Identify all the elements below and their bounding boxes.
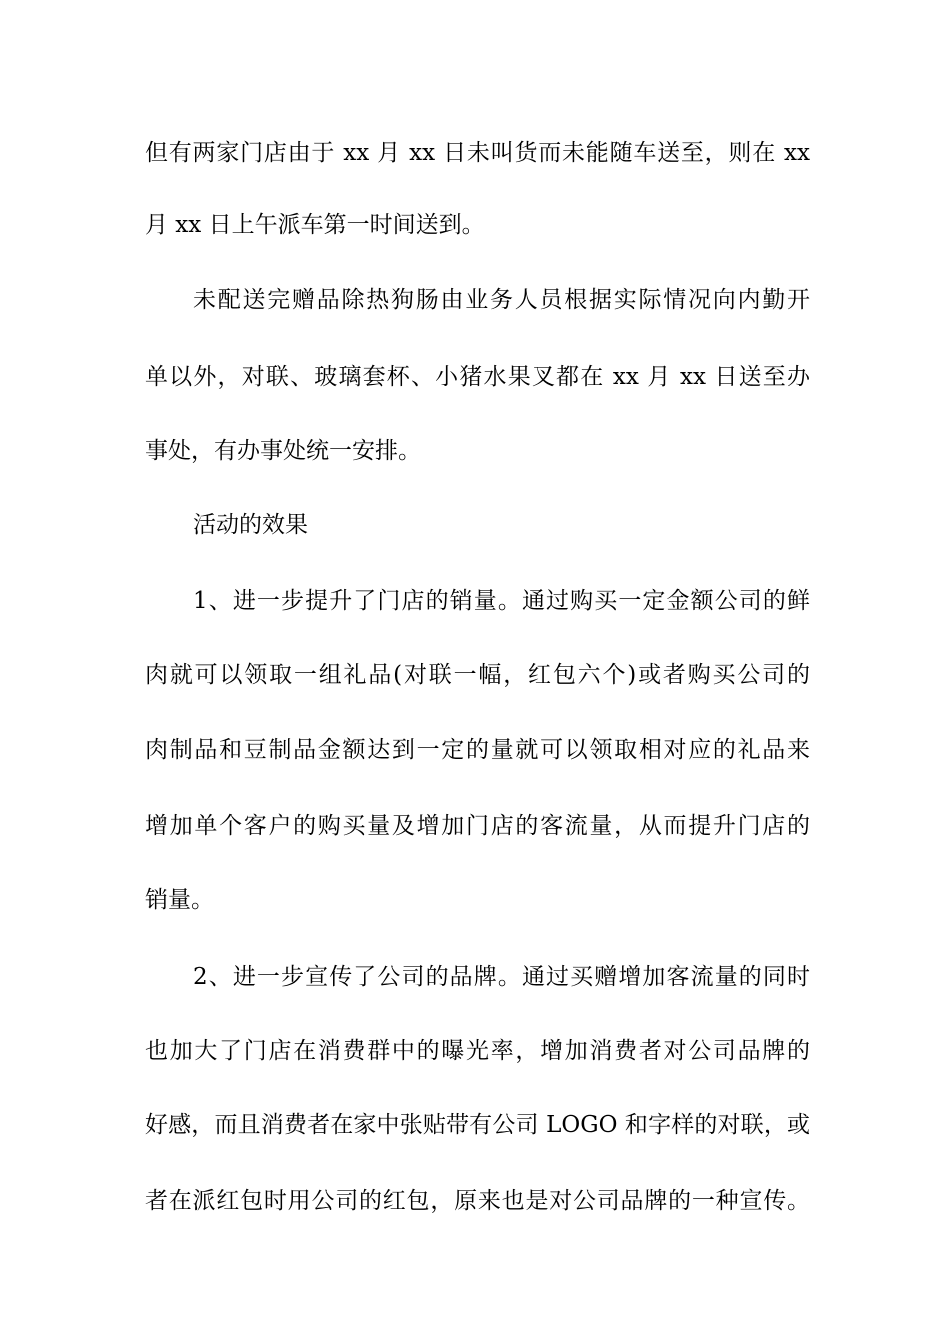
text-line: 好感，而且消费者在家中张贴带有公司 LOGO 和字样的对联，或: [145, 1112, 810, 1138]
text-line: 肉制品和豆制品金额达到一定的量就可以领取相对应的礼品来: [145, 737, 810, 763]
text-line: 1、进一步提升了门店的销量。通过购买一定金额公司的鲜: [193, 588, 810, 614]
text-line: 也加大了门店在消费群中的曝光率，增加消费者对公司品牌的: [145, 1038, 810, 1064]
text-line: 未配送完赠品除热狗肠由业务人员根据实际情况向内勤开: [193, 287, 810, 313]
text-line: 事处，有办事处统一安排。: [145, 438, 421, 464]
section-heading: 活动的效果: [193, 512, 308, 538]
text-line: 销量。: [145, 887, 214, 913]
text-line: 月 xx 日上午派车第一时间送到。: [145, 212, 485, 238]
text-line: 增加单个客户的购买量及增加门店的客流量，从而提升门店的: [145, 813, 810, 839]
text-line: 单以外，对联、玻璃套杯、小猪水果叉都在 xx 月 xx 日送至办: [145, 364, 810, 390]
text-line: 但有两家门店由于 xx 月 xx 日未叫货而未能随车送至，则在 xx: [145, 140, 810, 166]
text-line: 肉就可以领取一组礼品(对联一幅，红包六个)或者购买公司的: [145, 662, 810, 688]
text-line: 2、进一步宣传了公司的品牌。通过买赠增加客流量的同时: [193, 964, 810, 990]
text-line: 者在派红包时用公司的红包，原来也是对公司品牌的一种宣传。: [145, 1188, 810, 1214]
